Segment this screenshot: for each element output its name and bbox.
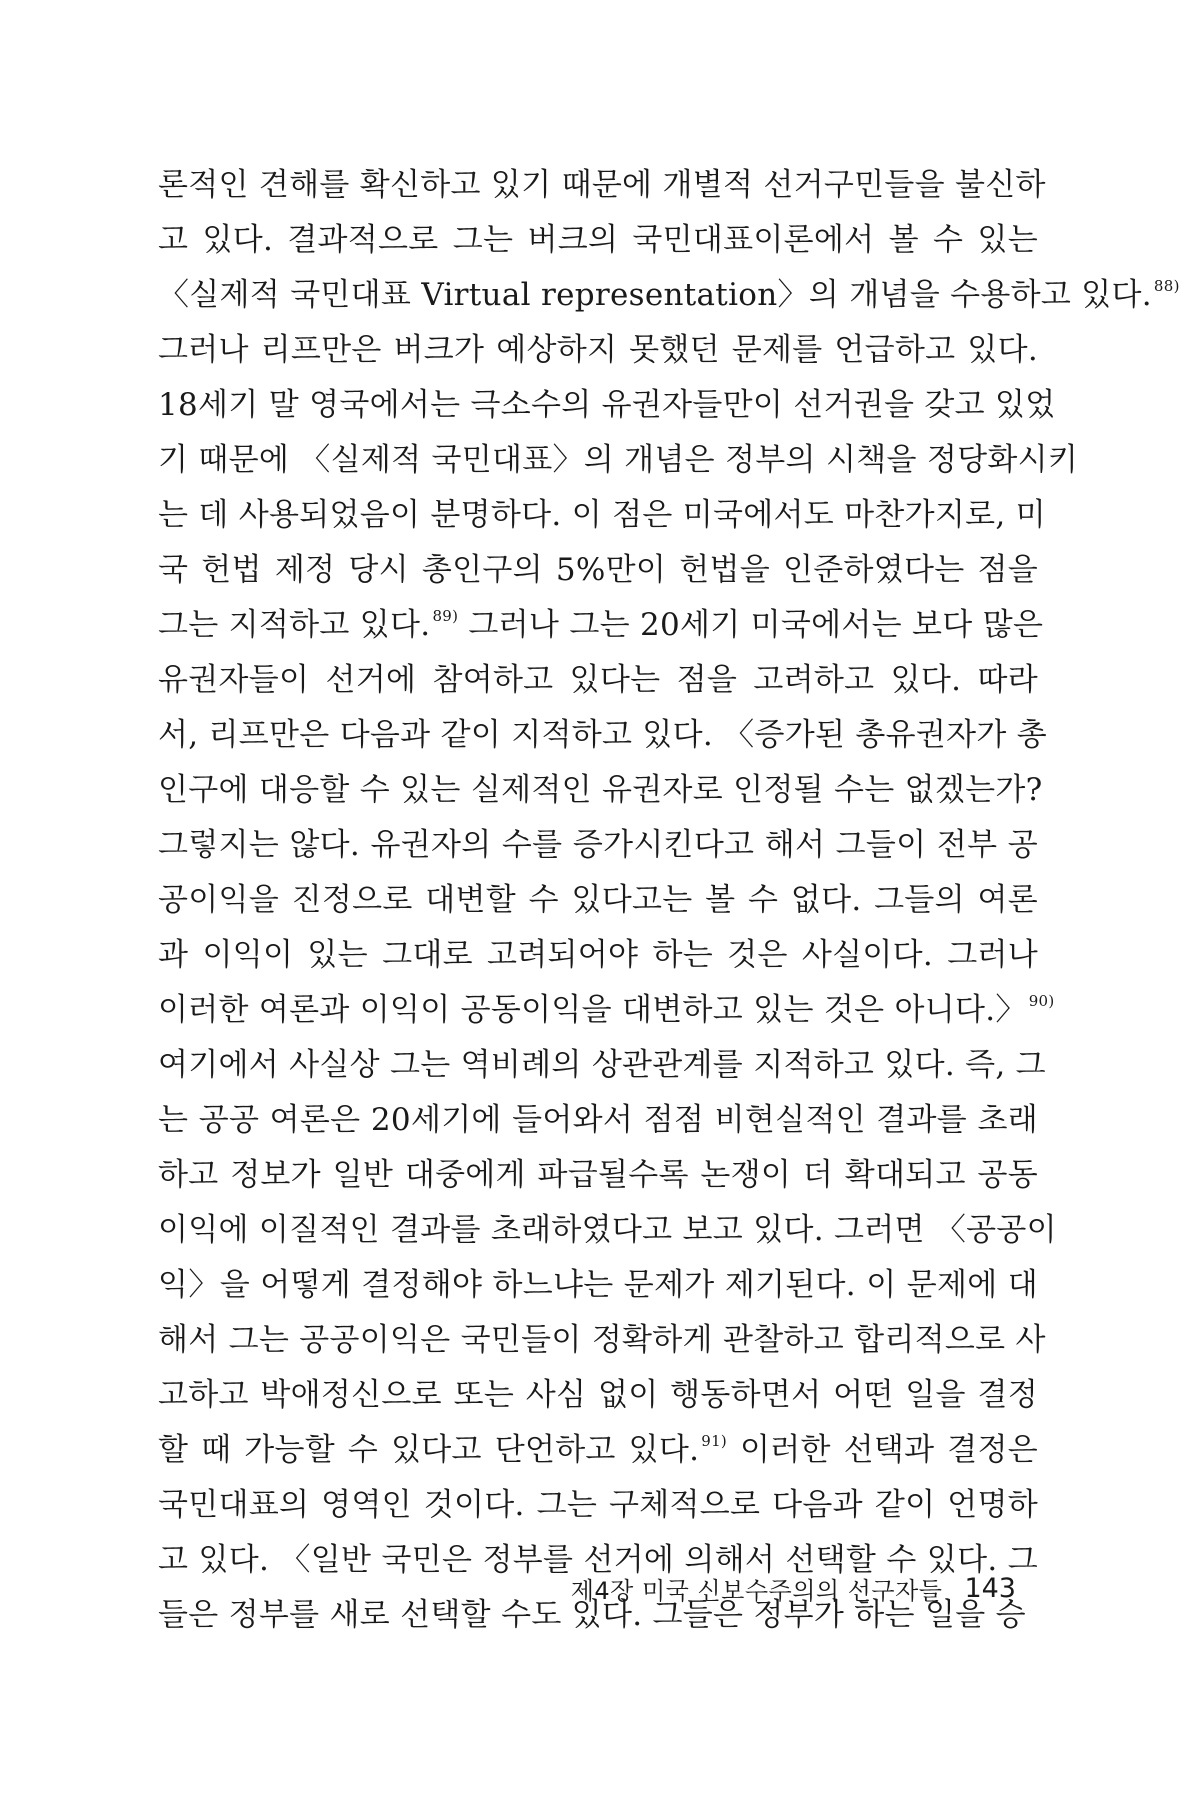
line-text: 해서 그는 공공이익은 국민들이 정확하게 관찰하고 합리적으로 사	[158, 1322, 1046, 1358]
line-text: 들은 정부를 새로 선택할 수도 있다. 그들은 정부가 하는 일을 승	[158, 1597, 1026, 1633]
line-text: 국 헌법 제정 당시 총인구의 5%만이 헌법을 인준하였다는 점을	[158, 552, 1038, 588]
footnote-marker: 89)	[432, 607, 459, 625]
text-line	[158, 1093, 1038, 1148]
line-text: 이러한 선택과 결정은	[727, 1432, 1038, 1468]
text-line	[158, 543, 1038, 598]
line-text: 서, 리프만은 다음과 같이 지적하고 있다. 〈증가된 총유권자가 총	[158, 717, 1047, 753]
text-line	[158, 213, 1038, 268]
line-text: 유권자들이 선거에 참여하고 있다는 점을 고려하고 있다. 따라	[158, 662, 1038, 698]
line-text: 고하고 박애정신으로 또는 사심 없이 행동하면서 어떤 일을 결정	[158, 1377, 1038, 1413]
page-footer	[560, 1568, 1016, 1608]
body-text	[158, 158, 1180, 1643]
text-line	[158, 1258, 1038, 1313]
line-text: 론적인 견해를 확신하고 있기 때문에 개별적 선거구민들을 불신하	[158, 167, 1046, 203]
text-line	[158, 598, 1044, 653]
text-line	[158, 1368, 1038, 1423]
text-line	[158, 268, 1180, 323]
line-text: 익〉을 어떻게 결정해야 하느냐는 문제가 제기된다. 이 문제에 대	[158, 1267, 1038, 1303]
line-text: 는 데 사용되었음이 분명하다. 이 점은 미국에서도 마찬가지로, 미	[158, 497, 1046, 533]
line-text: 기 때문에 〈실제적 국민대표〉의 개념은 정부의 시책을 정당화시키	[158, 442, 1079, 478]
text-line	[158, 1203, 1057, 1258]
line-text: 과 이익이 있는 그대로 고려되어야 하는 것은 사실이다. 그러나	[158, 937, 1038, 973]
text-line	[158, 1148, 1038, 1203]
line-text: 는 공공 여론은 20세기에 들어와서 점점 비현실적인 결과를 초래	[158, 1102, 1038, 1138]
text-line	[158, 323, 1038, 378]
footnote-marker: 90)	[1028, 992, 1055, 1010]
text-line	[158, 818, 1038, 873]
line-text: 이익에 이질적인 결과를 초래하였다고 보고 있다. 그러면 〈공공이	[158, 1212, 1057, 1248]
text-line	[158, 1313, 1046, 1368]
footnote-marker: 88)	[1153, 277, 1180, 295]
line-text: 이러한 여론과 이익이 공동이익을 대변하고 있는 것은 아니다.〉	[158, 992, 1027, 1028]
line-text: 그는 지적하고 있다.	[158, 607, 431, 643]
text-line	[158, 1478, 1038, 1533]
line-text: 18세기 말 영국에서는 극소수의 유권자들만이 선거권을 갖고 있었	[158, 387, 1056, 423]
text-line	[158, 983, 1055, 1038]
line-text: 하고 정보가 일반 대중에게 파급될수록 논쟁이 더 확대되고 공동	[158, 1157, 1038, 1193]
line-text: 여기에서 사실상 그는 역비례의 상관관계를 지적하고 있다. 즉, 그	[158, 1047, 1046, 1083]
text-line	[158, 708, 1047, 763]
line-text: 고 있다. 〈일반 국민은 정부를 선거에 의해서 선택할 수 있다. 그	[158, 1542, 1038, 1578]
line-text: 국민대표의 영역인 것이다. 그는 구체적으로 다음과 같이 언명하	[158, 1487, 1038, 1523]
line-text: 그러나 그는 20세기 미국에서는 보다 많은	[458, 607, 1044, 643]
line-text: 〈실제적 국민대표 Virtual representation〉의 개념을 수용하고 있다.	[158, 277, 1152, 313]
text-line	[158, 653, 1038, 708]
text-line	[158, 158, 1046, 213]
text-line	[158, 1038, 1046, 1093]
text-line	[158, 763, 1043, 818]
text-line	[158, 928, 1038, 983]
text-line	[158, 1423, 1038, 1478]
text-line	[158, 488, 1046, 543]
line-text: 할 때 가능할 수 있다고 단언하고 있다.	[158, 1432, 700, 1468]
line-text: 그렇지는 않다. 유권자의 수를 증가시킨다고 해서 그들이 전부 공	[158, 827, 1038, 863]
page-number: 143	[964, 1572, 1016, 1604]
line-text: 고 있다. 결과적으로 그는 버크의 국민대표이론에서 볼 수 있는	[158, 222, 1038, 258]
line-text: 그러나 리프만은 버크가 예상하지 못했던 문제를 언급하고 있다.	[158, 332, 1038, 368]
footnote-marker: 91)	[701, 1432, 728, 1450]
text-line	[158, 873, 1038, 928]
running-head: 제4장 미국 신보수주의의 선구자들	[570, 1576, 943, 1605]
text-line	[158, 378, 1056, 433]
line-text: 공이익을 진정으로 대변할 수 있다고는 볼 수 없다. 그들의 여론	[158, 882, 1038, 918]
line-text: 인구에 대응할 수 있는 실제적인 유권자로 인정될 수는 없겠는가?	[158, 772, 1043, 808]
text-line	[158, 433, 1079, 488]
